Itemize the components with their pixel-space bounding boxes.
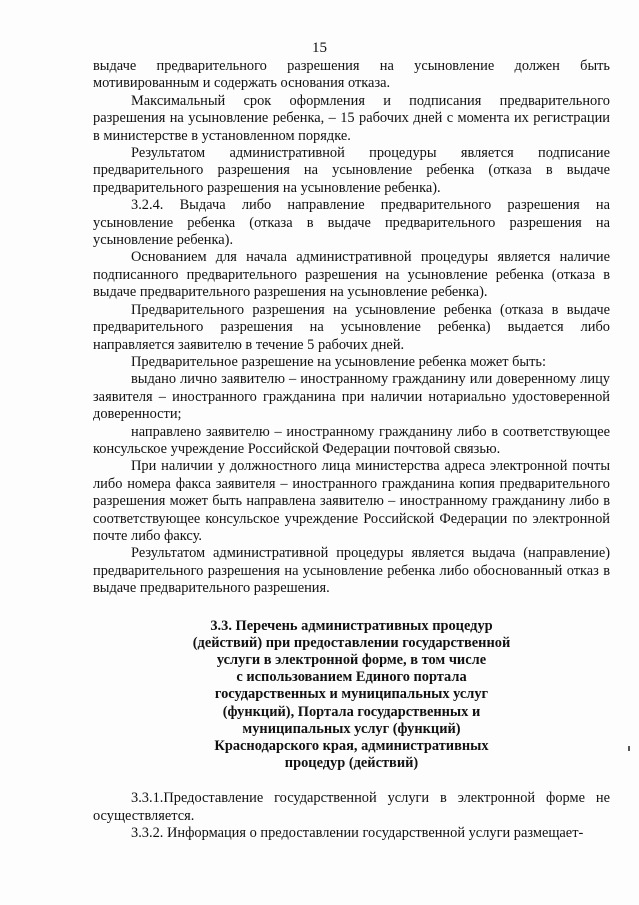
paragraph: направлено заявителю – иностранному гражданину либо в соответствующее консульское учреждение Российской Федерации почтовой связью. <box>93 423 610 457</box>
paragraph: Предварительное разрешение на усыновление ребенка может быть: <box>131 353 546 370</box>
paragraph: Результатом административной процедуры является выдача (направление) предварительного разрешения на усыновление ребенка либо обоснованный отказ в выдаче предварительного разрешения. <box>93 545 610 597</box>
paragraph: выдано лично заявителю – иностранному гражданину или доверенному лицу заявителя – иностранного гражданина при наличии нотариально удостоверенной доверенности; <box>93 371 610 423</box>
margin-mark <box>628 746 630 751</box>
section-heading-3-3: 3.3. Перечень административных процедур (действий) при предоставлении государственной услуги в электронной форме, в том числе с использованием Единого портала государственных и муниципальных услуг (функций), Портала государственных и муниципальных услуг (функций) Краснодарского края, административных процедур (действий) <box>192 617 511 772</box>
section-paragraph-3-3-1: 3.3.1.Предоставление государственной услуги в электронной форме не осуществляется. <box>93 790 610 824</box>
paragraph: При наличии у должностного лица министерства адреса электронной почты либо номера факса заявителя – иностранного гражданина копия предварительного разрешения может быть направлена заявителю – иностранному гражданину либо в соответствующее консульское учреждение Российской Федерации по электронной почте либо факсу. <box>93 458 610 544</box>
paragraph: Результатом административной процедуры является подписание предварительного разрешения на усыновление ребенка (отказа в выдаче предварительного разрешения на усыновление ребенка). <box>93 145 610 196</box>
paragraph: Предварительного разрешения на усыновление ребенка (отказа в выдаче предварительного разрешения на усыновление ребенка) выдается либо направляется заявителю в течение 5 рабочих дней. <box>93 301 610 353</box>
paragraph: выдаче предварительного разрешения на усыновление должен быть мотивированным и содержать основания отказа. <box>93 58 610 92</box>
section-paragraph-3-3-2: 3.3.2. Информация о предоставлении государственной услуги размещает- <box>131 825 584 842</box>
paragraph: Максимальный срок оформления и подписания предварительного разрешения на усыновление ребенка, – 15 рабочих дней с момента их регистрации в министерстве в установленном порядке. <box>93 92 610 144</box>
document-body <box>93 58 610 843</box>
page-number: 15 <box>312 40 327 56</box>
paragraph: Основанием для начала административной процедуры является наличие подписанного предварительного разрешения на усыновление ребенка (отказа в выдаче предварительного разрешения на усыновление ребенка). <box>93 249 610 301</box>
section-paragraph-3-2-4: 3.2.4. Выдача либо направление предварительного разрешения на усыновление ребенка (отказа в выдаче предварительного разрешения на усыновление ребенка). <box>93 197 610 249</box>
